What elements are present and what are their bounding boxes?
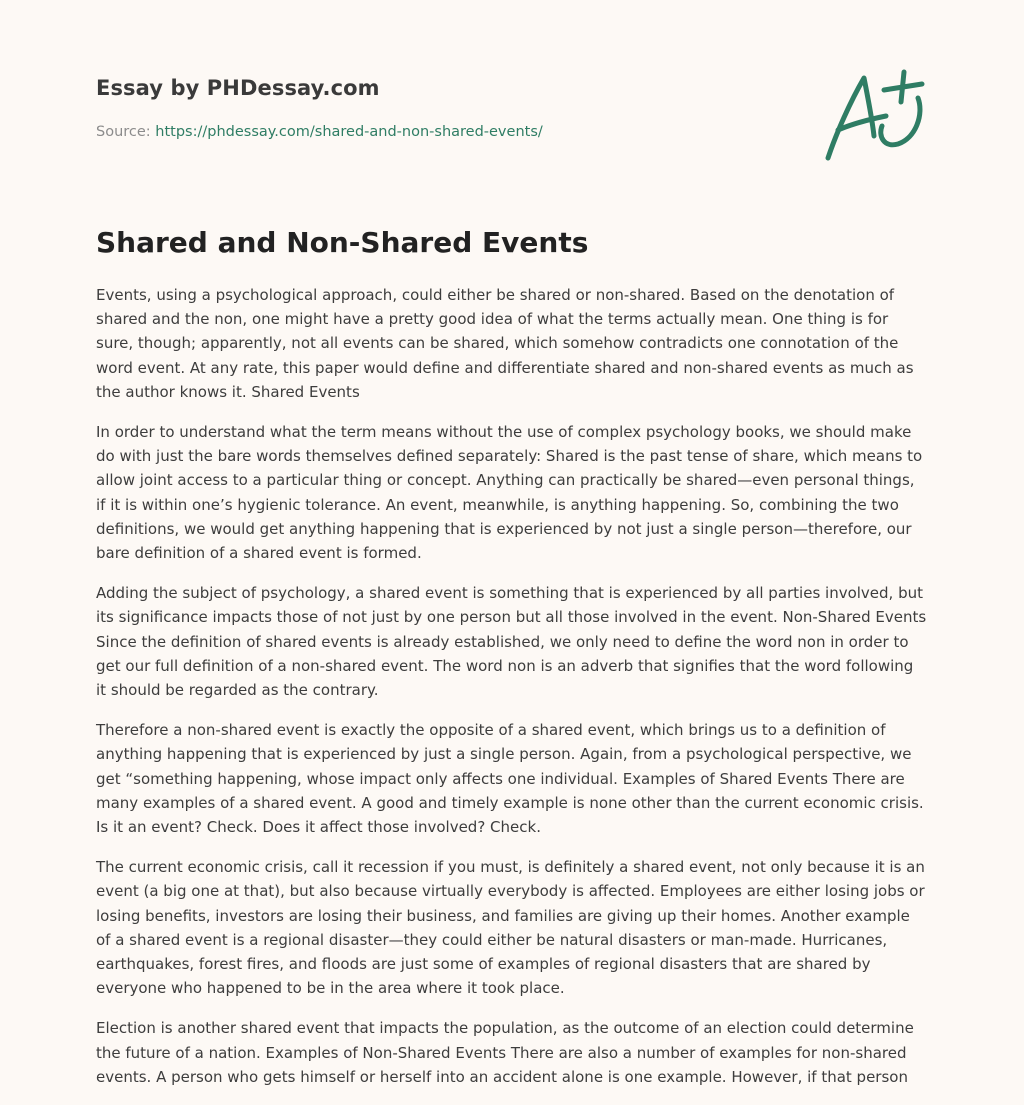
essay-paragraph: The current economic crisis, call it recession if you must, is definitely a shared event, not only because it is an event (a big one at that), but also because virtually everybody is affected. Employees are either losing jobs or losing benefits, investors are losing their business, and families are giving up their homes. Another example of a shared event is a regional disaster—they could either be natural disasters or man-made. Hurricanes, earthquakes, forest fires, and floods are just some of examples of regional disasters that are shared by everyone who happened to be in the area where it took place. [96,858,925,998]
source-label: Source: [96,124,156,140]
essay-paragraph: Election is another shared event that impacts the population, as the outcome of an election could determine the future of a nation. Examples of Non-Shared Events There are also a number of examples for non-shared events. A person who gets himself or herself into an accident alone is one example. However, if that person [96,1019,914,1086]
essay-title: Shared and Non-Shared Events [96,226,589,259]
essay-body [96,283,928,1105]
essay-paragraph: In order to understand what the term means without the use of complex psychology books, we should make do with just the bare words themselves defined separately: Shared is the past tense of share, which means to allow joint access to a particular thing or concept. Anything can practically be shared—even personal things, if it is within one’s hygienic tolerance. An event, meanwhile, is anything happening. So, combining the two definitions, we would get anything happening that is experienced by not just a single person—therefore, our bare definition of a shared event is formed. [96,423,923,563]
source-link[interactable]: https://phdessay.com/shared-and-non-shared-events/ [155,124,543,140]
essay-paragraph: Therefore a non-shared event is exactly the opposite of a shared event, which brings us to a definition of anything happening that is experienced by just a single person. Again, from a psychological perspective, we get “something happening, whose impact only affects one individual. Examples of Shared Events There are many examples of a shared event. A good and timely example is none other than the current economic crisis. Is it an event? Check. Does it affect those involved? Check. [96,721,924,837]
source-line [96,124,543,140]
site-title: Essay by PHDessay.com [96,76,380,100]
essay-paragraph: Adding the subject of psychology, a shared event is something that is experienced by all parties involved, but its significance impacts those of not just by one person but all those involved in the event. Non-Shared Events Since the definition of shared events is already established, we only need to define the word non in order to get our full definition of a non-shared event. The word non is an adverb that signifies that the word following it should be regarded as the contrary. [96,584,927,700]
a-plus-logo-icon [822,68,926,164]
essay-paragraph: Events, using a psychological approach, could either be shared or non-shared. Based on the denotation of shared and the non, one might have a pretty good idea of what the terms actually mean. One thing is for sure, though; apparently, not all events can be shared, which somehow contradicts one connotation of the word event. At any rate, this paper would define and differentiate shared and non-shared events as much as the author knows it. Shared Events [96,286,914,401]
